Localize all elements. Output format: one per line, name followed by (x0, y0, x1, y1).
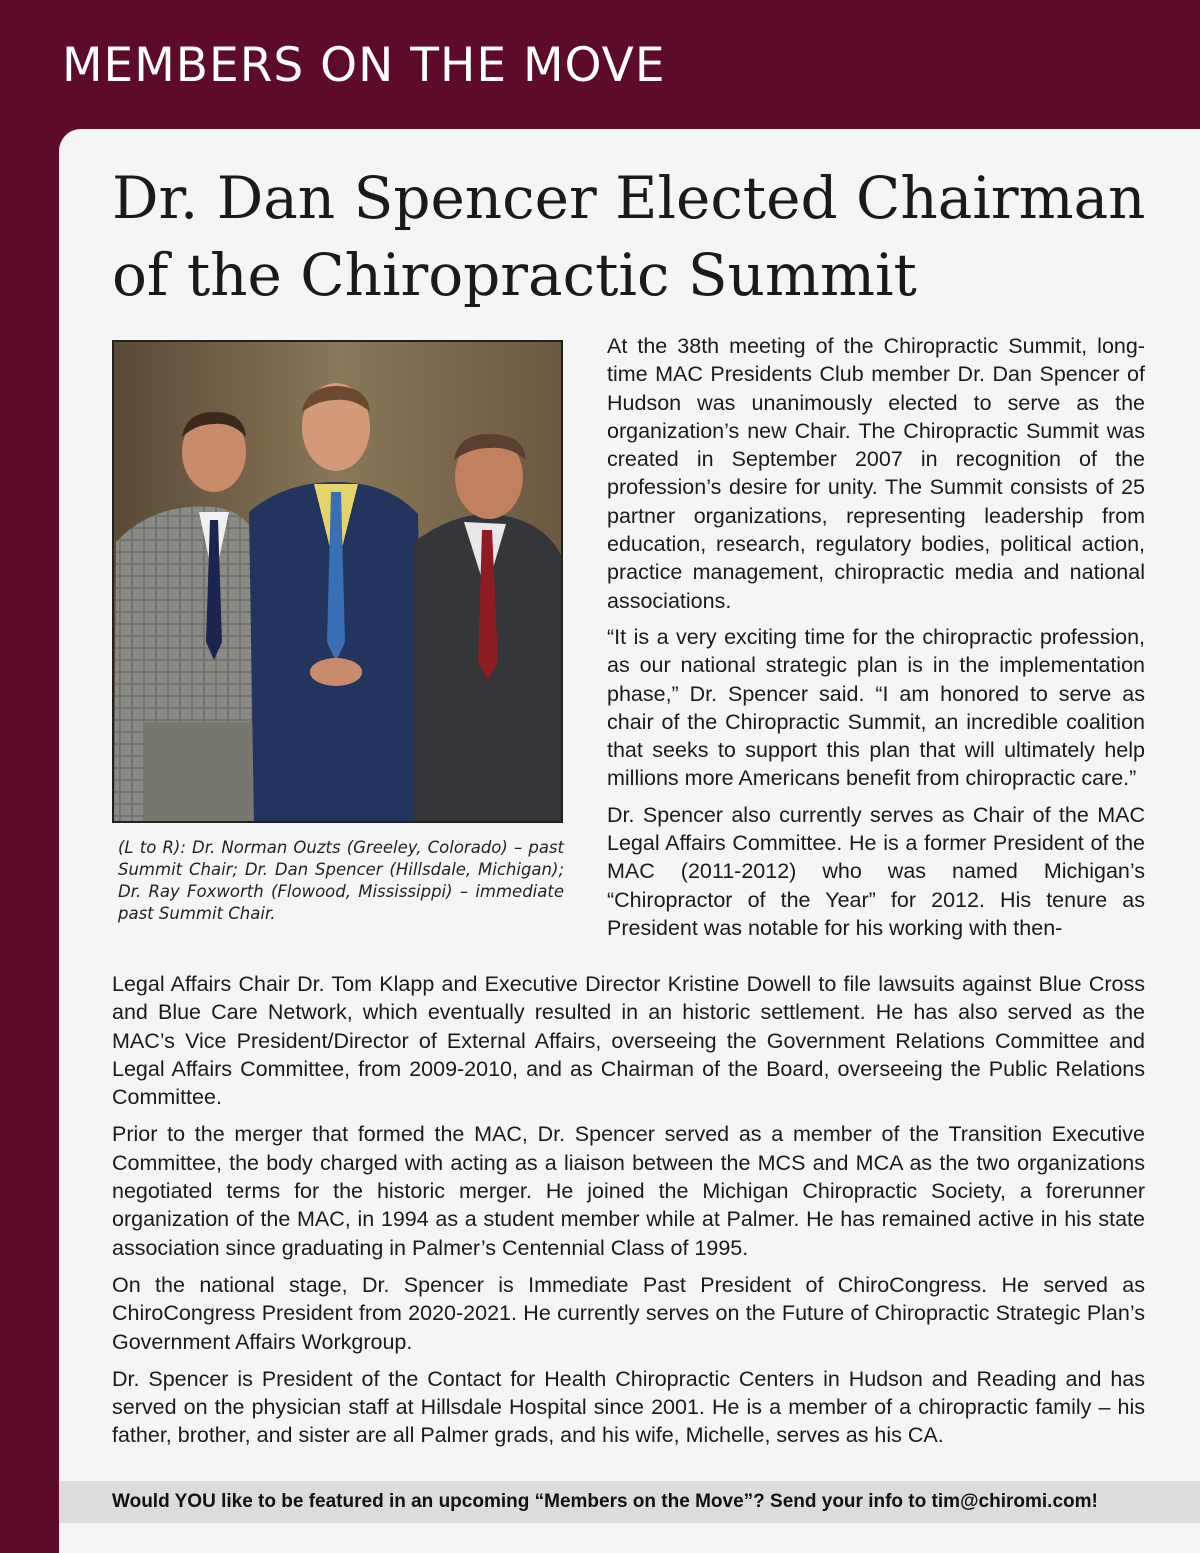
article-photo (112, 340, 563, 823)
article-headline: Dr. Dan Spencer Elected Chairman of the Chiropractic Summit (112, 164, 1146, 309)
article-column-full (112, 970, 1145, 1459)
paragraph: Dr. Spencer is President of the Contact for Health Chiropractic Centers in Hudson and Reading and has served on the physician staff at Hillsdale Hospital since 2001. He is a member of a chiropractic family – his father, brother, and sister are all Palmer grads, and his wife, Michelle, serves as his CA. (112, 1366, 1145, 1448)
footer-bar (59, 1481, 1200, 1523)
photo-caption: (L to R): Dr. Norman Ouzts (Greeley, Colorado) – past Summit Chair; Dr. Dan Spencer (Hillsdale, Michigan); Dr. Ray Foxworth (Flowood, Mississippi) – immediate past Summit Chair. (118, 838, 564, 923)
footer-call-to-action: Would YOU like to be featured in an upcoming “Members on the Move”? Send your info to tim@chiromi.com! (112, 1491, 1098, 1512)
paragraph: Dr. Spencer also currently serves as Chair of the MAC Legal Affairs Committee. He is a former President of the MAC (2011-2012) who was named Michigan’s “Chiropractor of the Year” for 2012. His tenure as President was notable for his working with then- (607, 802, 1145, 940)
paragraph: At the 38th meeting of the Chiropractic Summit, long-time MAC Presidents Club member Dr. Dan Spencer of Hudson was unanimously elected to serve as the organization’s new Chair. The Chiropractic Summit was created in September 2007 in recognition of the profession’s desire for unity. The Summit consists of 25 partner organizations, representing leadership from education, research, regulatory bodies, political action, practice management, chiropractic media and national associations. (607, 334, 1145, 613)
paragraph: On the national stage, Dr. Spencer is Immediate Past President of ChiroCongress. He served as ChiroCongress President from 2020-2021. He currently serves on the Future of Chiropractic Strategic Plan’s Government Affairs Workgroup. (112, 1272, 1145, 1354)
section-title: MEMBERS ON THE MOVE (62, 38, 666, 93)
paragraph: Legal Affairs Chair Dr. Tom Klapp and Executive Director Kristine Dowell to file lawsuits against Blue Cross and Blue Care Network, which eventually resulted in an historic settlement. He has also served as the MAC’s Vice President/Director of External Affairs, overseeing the Government Relations Committee and Legal Affairs Committee, from 2009-2010, and as Chairman of the Board, overseeing the Public Relations Committee. (112, 972, 1145, 1110)
paragraph: Prior to the merger that formed the MAC, Dr. Spencer served as a member of the Transition Executive Committee, the body charged with acting as a liaison between the MCS and MCA as the two organizations negotiated terms for the historic merger. He joined the Michigan Chiropractic Society, a forerunner organization of the MAC, in 1994 as a student member while at Palmer. He has remained active in his state association since graduating in Palmer’s Centennial Class of 1995. (112, 1122, 1145, 1260)
paragraph: “It is a very exciting time for the chiropractic profession, as our national strategic plan is in the implementation phase,” Dr. Spencer said. “I am honored to serve as chair of the Chiropractic Summit, an incredible coalition that seeks to support this plan that will ultimately help millions more Americans benefit from chiropractic care.” (607, 624, 1145, 791)
article-column-right (607, 332, 1145, 950)
